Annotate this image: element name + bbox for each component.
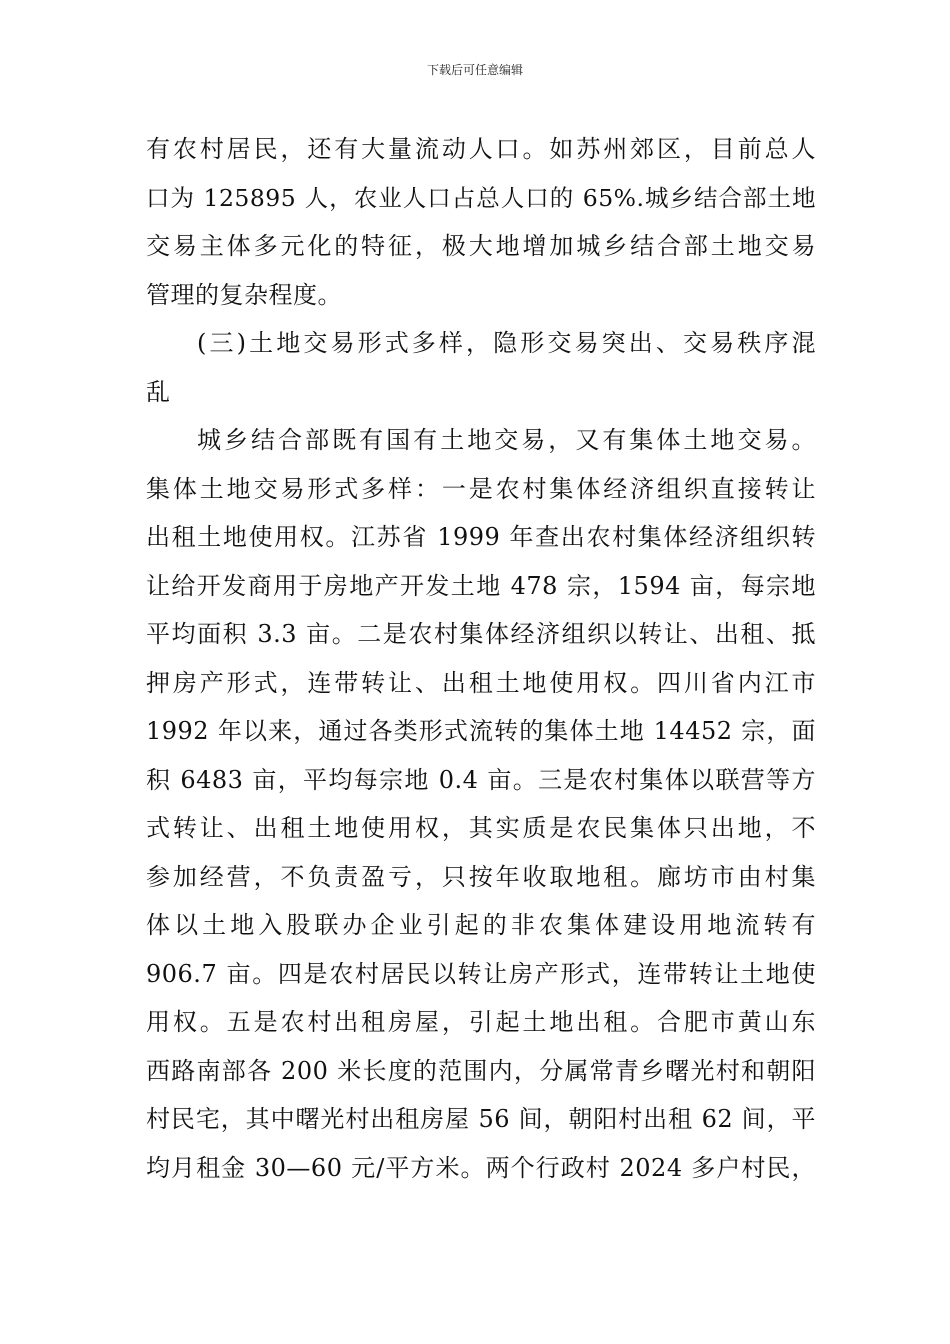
text-line: 体以土地入股联办企业引起的非农集体建设用地流转有 <box>146 911 816 939</box>
text-line: 出租土地使用权。江苏省 1999 年查出农村集体经济组织转 <box>146 523 816 551</box>
section-heading-line: 乱 <box>146 377 171 406</box>
text-line: 均月租金 30—60 元/平方米。两个行政村 2024 多户村民， <box>146 1153 816 1182</box>
text-line: 有农村居民，还有大量流动人口。如苏州郊区，目前总人 <box>146 135 816 163</box>
text-line: 交易主体多元化的特征，极大地增加城乡结合部土地交易 <box>146 232 816 260</box>
text-line: 村民宅，其中曙光村出租房屋 56 间，朝阳村出租 62 间，平 <box>146 1105 816 1133</box>
text-line: 让给开发商用于房地产开发土地 478 宗，1594 亩，每宗地 <box>146 571 816 600</box>
text-line: 1992 年以来，通过各类形式流转的集体土地 14452 宗，面 <box>146 717 816 745</box>
section-heading-line: (三)土地交易形式多样，隐形交易突出、交易秩序混 <box>197 329 816 357</box>
text-line: 西路南部各 200 米长度的范围内，分属常青乡曙光村和朝阳 <box>146 1056 816 1085</box>
text-line: 城乡结合部既有国有土地交易，又有集体土地交易。 <box>197 426 816 454</box>
text-line: 用权。五是农村出租房屋，引起土地出租。合肥市黄山东 <box>146 1008 816 1036</box>
document-body <box>146 125 816 1192</box>
text-line: 押房产形式，连带转让、出租土地使用权。四川省内江市 <box>146 668 816 697</box>
text-line: 平均面积 3.3 亩。二是农村集体经济组织以转让、出租、抵 <box>146 620 816 648</box>
text-line: 906.7 亩。四是农村居民以转让房产形式，连带转让土地使 <box>146 959 816 988</box>
text-line: 口为 125895 人，农业人口占总人口的 65%.城乡结合部土地 <box>146 183 816 212</box>
text-line: 管理的复杂程度。 <box>146 280 342 309</box>
text-line: 参加经营，不负责盈亏，只按年收取地租。廊坊市由村集 <box>146 862 816 891</box>
text-line: 集体土地交易形式多样：一是农村集体经济组织直接转让 <box>146 474 816 503</box>
page-header: 下载后可任意编辑 <box>426 63 523 77</box>
text-line: 积 6483 亩，平均每宗地 0.4 亩。三是农村集体以联营等方 <box>146 765 816 794</box>
text-line: 式转让、出租土地使用权，其实质是农民集体只出地，不 <box>146 814 816 842</box>
